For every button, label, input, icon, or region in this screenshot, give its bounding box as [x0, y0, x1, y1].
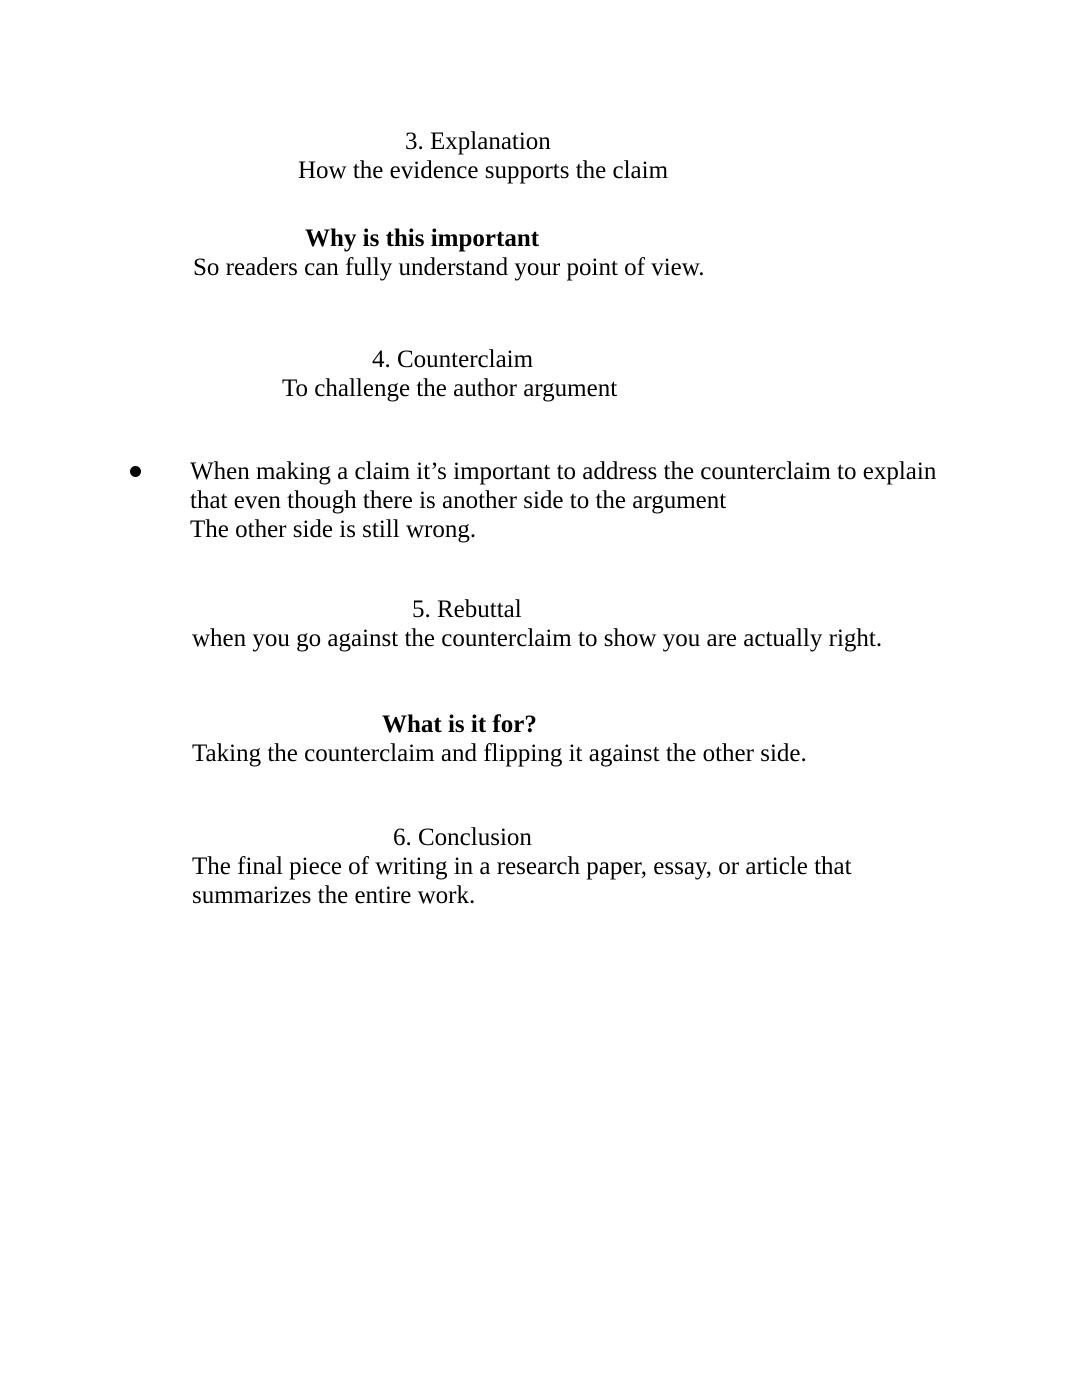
counterclaim-bullet-item — [0, 457, 1080, 544]
section-rebuttal — [0, 595, 1080, 653]
what-is-it-for-heading: What is it for? — [382, 711, 537, 738]
section-rebuttal-purpose — [0, 710, 1080, 768]
section-counterclaim — [0, 345, 1080, 403]
section-counterclaim-title: 4. Counterclaim — [372, 346, 534, 373]
section-explanation-title: 3. Explanation — [405, 128, 551, 155]
section-counterclaim-subtitle: To challenge the author argument — [282, 375, 618, 402]
why-important-heading: Why is this important — [305, 225, 540, 252]
section-conclusion-body-line: summarizes the entire work. — [192, 882, 476, 909]
counterclaim-bullet-line: that even though there is another side to the argument — [190, 487, 727, 514]
section-rebuttal-subtitle: when you go against the counterclaim to show you are actually right. — [192, 625, 883, 652]
section-conclusion — [0, 823, 1080, 910]
counterclaim-bullet-line: The other side is still wrong. — [190, 516, 477, 543]
section-explanation-why — [0, 224, 1080, 282]
bullet-icon — [130, 466, 141, 477]
what-is-it-for-body: Taking the counterclaim and flipping it against the other side. — [192, 740, 807, 767]
section-conclusion-title: 6. Conclusion — [393, 824, 532, 851]
section-explanation — [0, 127, 1080, 185]
section-conclusion-body-line: The final piece of writing in a research paper, essay, or article that — [192, 853, 852, 880]
why-important-body: So readers can fully understand your point of view. — [193, 254, 705, 281]
section-explanation-subtitle: How the evidence supports the claim — [298, 157, 669, 184]
section-rebuttal-title: 5. Rebuttal — [412, 596, 522, 623]
counterclaim-bullet-line: When making a claim it’s important to address the counterclaim to explain — [190, 458, 937, 485]
